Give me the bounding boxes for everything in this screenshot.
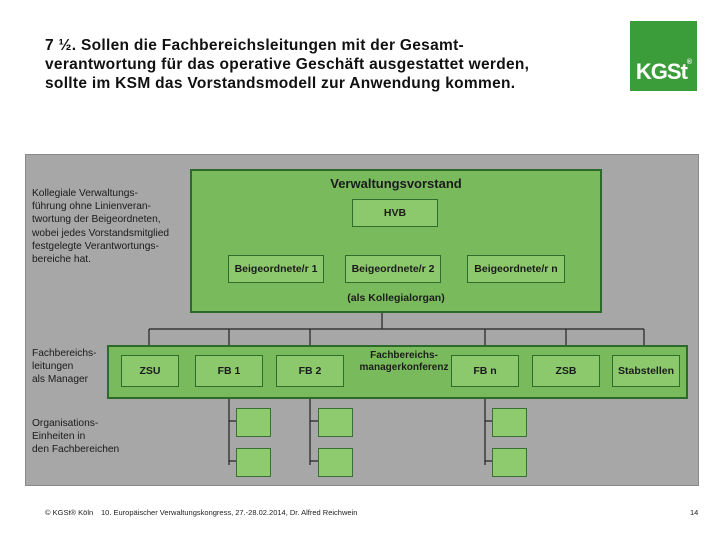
slide-title-line-3: sollte im KSM das Vorstandsmodell zur Anwendung kommen. [45,75,516,92]
beigeordnete-2-box: Beigeordnete/r 2 [345,255,441,283]
footer-org: © KGSt® Köln [45,508,94,517]
unit-zsu: ZSU [121,355,179,387]
side-label-middle: Fachbereichs- leitungen als Manager [32,348,97,386]
org-unit-box [492,448,527,477]
kgst-logo [630,21,697,91]
beigeordnete-1-box: Beigeordnete/r 1 [228,255,324,283]
slide-title-line-1: 7 ½. Sollen die Fachbereichsleitungen mit der Gesamt- [45,37,465,54]
unit-stabstellen: Stabstellen [612,355,680,387]
page-number: 14 [690,508,699,517]
org-chart [25,154,699,486]
manager-conference-label: Fachbereichs- managerkonferenz [359,350,449,373]
logo-text: KGSt [635,59,687,84]
footer-event: 10. Europäischer Verwaltungskongress, 27.-28.02.2014, Dr. Alfred Reichwein [101,508,358,517]
hvb-box: HVB [352,199,438,227]
slide-title [45,36,625,93]
org-unit-box [236,408,271,437]
beigeordnete-n-box: Beigeordnete/r n [467,255,565,283]
side-label-top: Kollegiale Verwaltungs- führung ohne Linienveran- twortung der Beigeordneten, wobei jedes Vorstandsmitglied festgelegte Verantwortungs- bereiche hat. [32,188,170,266]
org-unit-box [492,408,527,437]
slide-title-line-2: verantwortung für das operative Geschäft ausgestattet werden, [45,56,530,73]
unit-fb-n: FB n [451,355,519,387]
board-caption: (als Kollegialorgan) [347,292,445,304]
org-unit-box [236,448,271,477]
org-unit-box [318,408,353,437]
logo-registered-mark: ® [686,59,692,66]
unit-fb-2: FB 2 [276,355,344,387]
unit-fb-1: FB 1 [195,355,263,387]
unit-zsb: ZSB [532,355,600,387]
board-title: Verwaltungsvorstand [330,176,462,191]
side-label-bottom: Organisations- Einheiten in den Fachbereichen [32,418,120,456]
org-unit-box [318,448,353,477]
